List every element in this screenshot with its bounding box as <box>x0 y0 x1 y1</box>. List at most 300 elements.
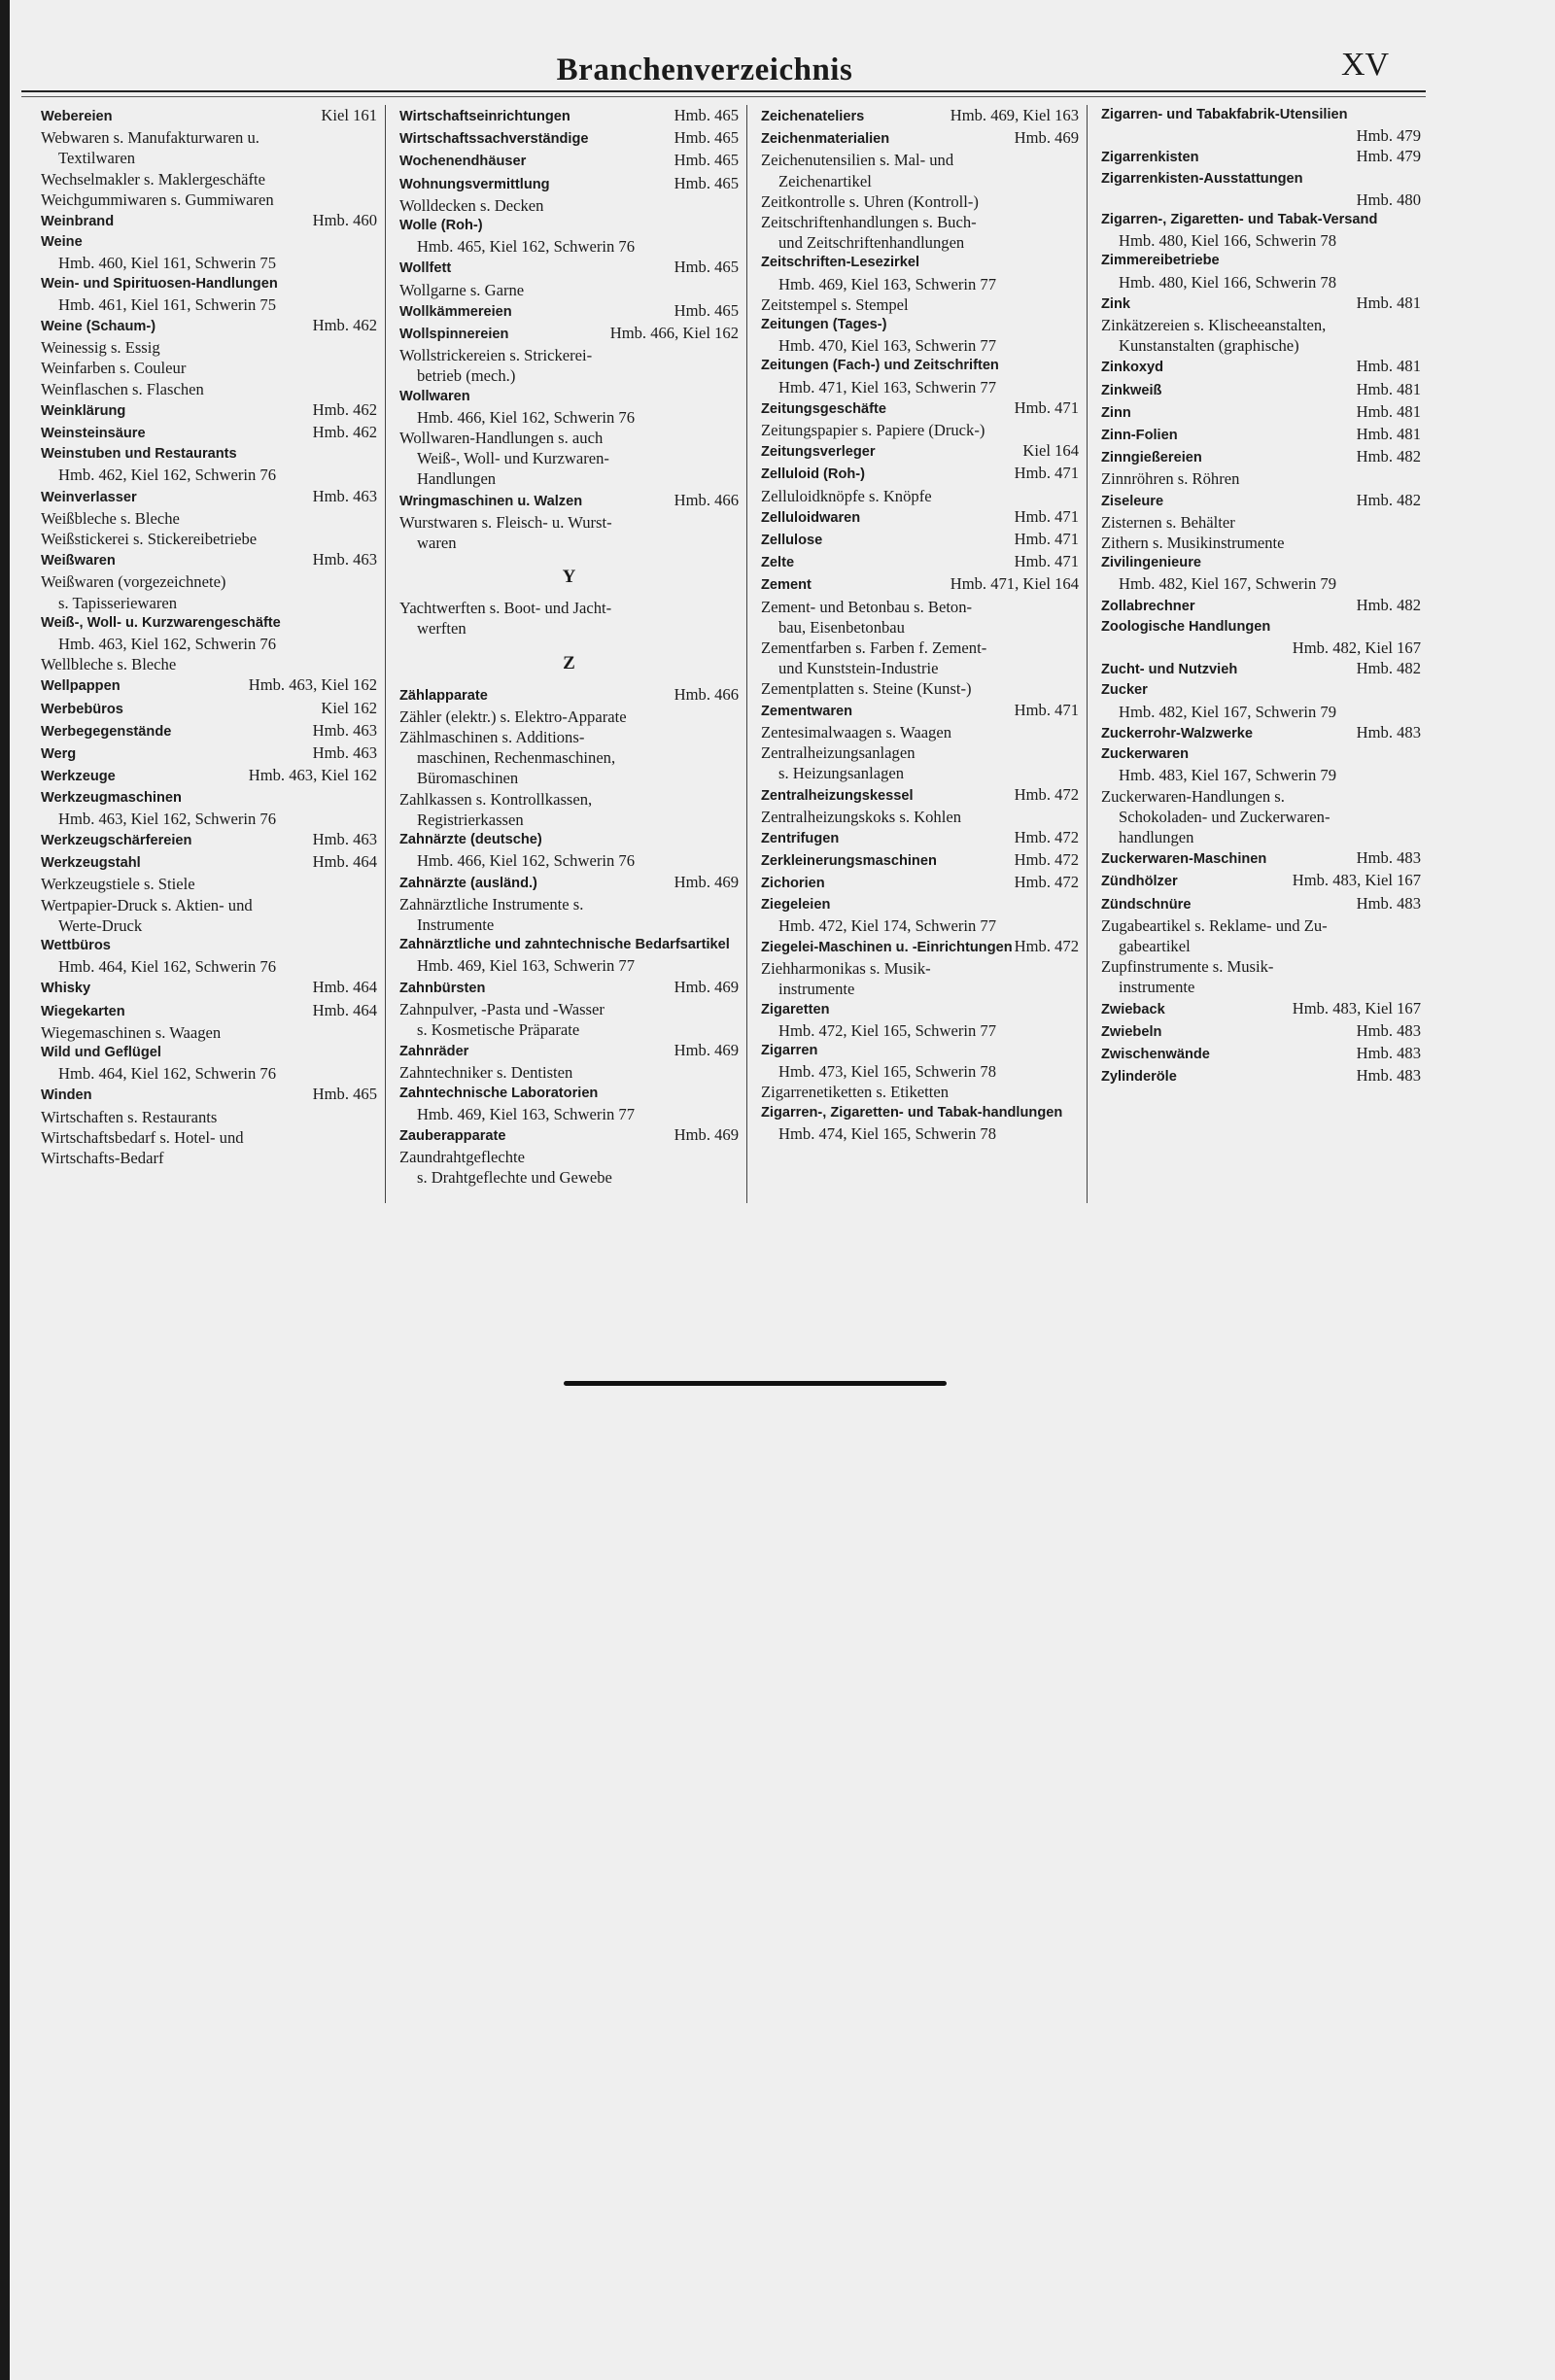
entry-line: Zentesimalwaagen s. Waagen <box>761 722 952 742</box>
entry-heading: Wirtschaftssachverständige <box>399 131 589 148</box>
entry-heading: Weiß-, Woll- u. Kurzwarengeschäfte <box>41 614 281 631</box>
entry-heading: Zink <box>1101 295 1130 312</box>
entry-heading-row <box>1101 105 1421 125</box>
entry-heading: Zeitungsverleger <box>761 444 876 461</box>
entry-heading-row <box>399 127 739 150</box>
directory-entry <box>41 742 377 765</box>
entry-line: s. Kosmetische Präparate <box>417 1019 580 1039</box>
entry-heading-row <box>399 216 739 236</box>
entry-reference: Hmb. 482 <box>1356 447 1421 466</box>
entry-reference: Hmb. 481 <box>1356 401 1421 421</box>
entry-heading-row <box>1101 998 1421 1020</box>
entry-heading-row <box>1101 1043 1421 1065</box>
entry-line: Ziehharmonikas s. Musik- <box>761 959 931 979</box>
directory-entry <box>761 506 1079 529</box>
entry-heading: Zauberapparate <box>399 1127 506 1144</box>
entry-heading-row <box>41 977 377 999</box>
entry-line: Zahnärztliche Instrumente s. <box>399 894 584 914</box>
entry-line: Hmb. 460, Kiel 161, Schwerin 75 <box>58 254 276 273</box>
entry-line: Hmb. 474, Kiel 165, Schwerin 78 <box>778 1123 996 1143</box>
entry-line: waren <box>417 534 457 553</box>
entry-line: Wirtschaftsbedarf s. Hotel- und <box>41 1127 244 1147</box>
entry-heading-row <box>41 613 377 634</box>
entry-heading: Zinngießereien <box>1101 450 1202 466</box>
directory-entry <box>761 463 1079 505</box>
column-4 <box>1087 105 1429 1203</box>
entry-heading-row <box>399 105 739 127</box>
entry-heading: Zeitungen (Tages-) <box>761 317 887 333</box>
entry-heading: Weinbrand <box>41 214 115 230</box>
entry-line: Kunstanstalten (graphische) <box>1119 336 1299 356</box>
entry-heading: Zinkoxyd <box>1101 360 1164 376</box>
entry-reference: Hmb. 482 <box>1356 595 1421 614</box>
entry-heading: Werg <box>41 746 77 763</box>
entry-heading: Werbebüros <box>41 701 123 717</box>
entry-heading-row <box>41 444 377 465</box>
directory-entry <box>41 936 377 977</box>
entry-heading: Zelte <box>761 555 795 571</box>
directory-entry <box>41 315 377 399</box>
entry-heading-row <box>1101 379 1421 401</box>
entry-line: Hmb. 469, Kiel 163, Schwerin 77 <box>417 956 635 976</box>
entry-heading-row <box>41 1084 377 1106</box>
entry-heading: Wollwaren <box>399 388 470 404</box>
entry-reference: Hmb. 463 <box>312 720 377 740</box>
entry-heading: Zelluloidwaren <box>761 509 861 526</box>
entry-heading: Zigarren- und Tabakfabrik-Utensilien <box>1101 107 1348 122</box>
entry-heading-row <box>761 872 1079 894</box>
entry-heading: Zeichenateliers <box>761 109 865 124</box>
directory-entry <box>41 1000 377 1043</box>
entry-reference: Hmb. 483 <box>1356 722 1421 742</box>
directory-entry <box>761 895 1079 936</box>
entry-line: Hmb. 464, Kiel 162, Schwerin 76 <box>58 1064 276 1084</box>
entry-heading-row <box>761 784 1079 807</box>
entry-heading-row <box>41 232 377 253</box>
entry-heading: Ziegelei-Maschinen u. -Einrichtungen <box>761 939 1013 955</box>
directory-entry <box>1101 424 1421 446</box>
entry-heading-row <box>41 829 377 851</box>
entry-heading-row <box>761 315 1079 335</box>
entry-heading-row <box>1101 847 1421 870</box>
directory-entry <box>761 356 1079 397</box>
entry-reference: Hmb. 483 <box>1356 1066 1421 1086</box>
entry-reference: Hmb. 463 <box>312 486 377 505</box>
entry-line: Handlungen <box>417 469 497 489</box>
entry-heading-row <box>761 127 1079 150</box>
entry-line: Zuckerwaren-Handlungen s. <box>1101 786 1285 806</box>
entry-heading: Zeichenmaterialien <box>761 131 890 148</box>
entry-heading: Zementwaren <box>761 703 853 719</box>
directory-entry <box>1101 401 1421 424</box>
entry-line: Wolldecken s. Decken <box>399 195 544 215</box>
entry-heading: Zigarren-, Zigaretten- und Tabak-handlungen <box>761 1104 1063 1121</box>
entry-heading-row <box>399 684 739 707</box>
entry-heading: Zigarrenkisten <box>1101 150 1199 166</box>
entry-reference: Hmb. 481 <box>1356 357 1421 376</box>
entry-line: instrumente <box>778 980 855 999</box>
directory-entry <box>1101 251 1421 292</box>
entry-line: Wirtschaften s. Restaurants <box>41 1107 218 1126</box>
entry-heading: Zuckerwaren <box>1101 746 1190 763</box>
directory-entry <box>1101 595 1421 617</box>
entry-line: Instrumente <box>417 914 495 934</box>
entry-line: s. Tapisseriewaren <box>58 593 178 612</box>
column-2 <box>385 105 746 1203</box>
entry-reference: Hmb. 482 <box>1356 490 1421 509</box>
directory-entry <box>761 127 1079 253</box>
entry-heading-row <box>1101 1065 1421 1087</box>
entry-heading-row <box>761 573 1079 596</box>
entry-line: Hmb. 479 <box>1356 126 1421 146</box>
entry-reference: Hmb. 472 <box>1014 873 1079 892</box>
entry-line: Registrierkassen <box>417 810 524 829</box>
entry-heading: Zichorien <box>761 876 825 892</box>
entry-heading: Wirtschaftseinrichtungen <box>399 109 570 124</box>
entry-heading-row <box>1101 251 1421 271</box>
entry-heading-row <box>761 506 1079 529</box>
entry-heading-row <box>761 827 1079 849</box>
entry-heading-row <box>761 849 1079 872</box>
entry-heading-row <box>761 440 1079 463</box>
entry-line: Hmb. 472, Kiel 174, Schwerin 77 <box>778 915 996 935</box>
entry-heading-row <box>761 936 1079 958</box>
entry-line: Hmb. 469, Kiel 163, Schwerin 77 <box>417 1104 635 1123</box>
entry-heading: Zahntechnische Laboratorien <box>399 1085 599 1101</box>
entry-reference: Hmb. 465 <box>674 300 739 320</box>
entry-line: Hmb. 470, Kiel 163, Schwerin 77 <box>778 336 996 356</box>
entry-heading: Weinsteinsäure <box>41 426 146 442</box>
entry-heading-row <box>761 700 1079 722</box>
directory-entry <box>41 674 377 697</box>
entry-heading: Zahnärzte (ausländ.) <box>399 875 537 891</box>
directory-entry <box>399 977 739 1041</box>
entry-heading: Werkzeuge <box>41 769 116 785</box>
entry-line: Yachtwerften s. Boot- und Jacht- <box>399 599 612 618</box>
entry-heading-row <box>41 274 377 294</box>
entry-line: Werkzeugstiele s. Stiele <box>41 875 195 894</box>
entry-reference: Hmb. 471, Kiel 164 <box>950 574 1079 594</box>
entry-line: Hmb. 480, Kiel 166, Schwerin 78 <box>1119 231 1336 251</box>
directory-entry <box>41 765 377 787</box>
directory-entry <box>399 127 739 150</box>
entry-heading-row <box>399 1040 739 1062</box>
entry-heading-row <box>761 1041 1079 1061</box>
entry-heading: Zollabrechner <box>1101 598 1195 614</box>
entry-heading: Weinklärung <box>41 402 126 419</box>
directory-entry <box>761 1000 1079 1041</box>
entry-heading: Zigarren <box>761 1042 818 1058</box>
entry-heading: Wolle (Roh-) <box>399 218 483 234</box>
directory-entry <box>761 849 1079 872</box>
entry-line: Zupfinstrumente s. Musik- <box>1101 957 1274 977</box>
directory-entry <box>399 830 739 871</box>
entry-reference: Hmb. 465 <box>312 1085 377 1104</box>
entry-heading-row <box>761 551 1079 573</box>
entry-heading-row <box>399 935 739 955</box>
entry-heading-row <box>399 387 739 407</box>
entry-reference: Hmb. 469, Kiel 163 <box>950 106 1079 124</box>
entry-reference: Hmb. 463 <box>312 743 377 763</box>
directory-entry <box>399 935 739 976</box>
entry-heading-row <box>1101 680 1421 701</box>
entry-heading-row <box>41 486 377 508</box>
directory-entry <box>41 1084 377 1168</box>
entry-heading-row <box>41 698 377 720</box>
entry-line: s. Drahtgeflechte und Gewebe <box>417 1168 612 1188</box>
directory-columns <box>10 105 1555 1213</box>
entry-line: Hmb. 482, Kiel 167 <box>1292 638 1421 658</box>
directory-entry <box>399 105 739 127</box>
entry-heading-row <box>1101 293 1421 315</box>
entry-heading: Zahnärzte (deutsche) <box>399 832 542 848</box>
entry-heading: Zuckerrohr-Walzwerke <box>1101 725 1253 742</box>
entry-heading-row <box>41 742 377 765</box>
entry-line: werften <box>417 619 466 638</box>
entry-reference: Hmb. 465 <box>674 128 739 148</box>
directory-entry <box>41 444 377 485</box>
entry-line: Hmb. 462, Kiel 162, Schwerin 76 <box>58 466 276 485</box>
entry-line: Zinnröhren s. Röhren <box>1101 469 1240 489</box>
entry-line: s. Heizungsanlagen <box>778 764 905 783</box>
entry-line: Schokoladen- und Zuckerwaren- <box>1119 807 1330 826</box>
entry-heading-row <box>1101 146 1421 168</box>
entry-reference: Hmb. 460 <box>312 211 377 230</box>
entry-heading: Winden <box>41 1087 92 1104</box>
entry-reference: Hmb. 463 <box>312 550 377 569</box>
entry-heading-row <box>41 105 377 127</box>
directory-entry <box>1101 658 1421 680</box>
header-rule-thin <box>21 96 1426 97</box>
entry-line: Zementfarben s. Farben f. Zement- <box>761 638 987 658</box>
entry-reference: Hmb. 463, Kiel 162 <box>248 675 377 695</box>
entry-line: Wollwaren-Handlungen s. auch <box>399 429 604 448</box>
entry-heading: Zelluloid (Roh-) <box>761 466 865 483</box>
entry-heading-row <box>1101 870 1421 892</box>
entry-line: Zeitkontrolle s. Uhren (Kontroll-) <box>761 191 979 211</box>
entry-heading: Zigarrenkisten-Ausstattungen <box>1101 170 1303 187</box>
entry-line: Wirtschafts-Bedarf <box>41 1148 164 1167</box>
entry-reference: Hmb. 483 <box>1356 893 1421 913</box>
entry-reference: Hmb. 463, Kiel 162 <box>248 766 377 785</box>
entry-line: Zithern s. Musikinstrumente <box>1101 534 1285 553</box>
entry-heading: Zivilingenieure <box>1101 555 1201 571</box>
entry-heading: Zigarren-, Zigaretten- und Tabak-Versand <box>1101 212 1378 228</box>
entry-heading-row <box>1101 169 1421 190</box>
entry-line: Weinfarben s. Couleur <box>41 359 187 378</box>
entry-line: Werte-Druck <box>58 915 143 935</box>
entry-heading: Zucker <box>1101 682 1148 699</box>
entry-heading-row <box>1101 356 1421 378</box>
entry-heading-row <box>41 851 377 874</box>
entry-reference: Hmb. 465 <box>674 151 739 170</box>
entry-heading-row <box>41 720 377 742</box>
directory-entry <box>41 851 377 936</box>
entry-heading: Zwiebeln <box>1101 1023 1162 1040</box>
entry-reference: Hmb. 464 <box>312 1000 377 1019</box>
entry-heading-row <box>41 422 377 444</box>
directory-entry <box>761 253 1079 315</box>
directory-entry <box>1101 744 1421 847</box>
entry-reference: Kiel 164 <box>1022 441 1079 461</box>
entry-line: Hmb. 472, Kiel 165, Schwerin 77 <box>778 1020 996 1040</box>
entry-line: Wechselmakler s. Maklergeschäfte <box>41 169 266 189</box>
directory-entry <box>41 399 377 422</box>
directory-entry <box>761 529 1079 551</box>
directory-entry <box>41 613 377 675</box>
entry-heading-row <box>1101 210 1421 230</box>
directory-entry <box>761 105 1079 127</box>
directory-entry <box>399 323 739 387</box>
entry-line: Weißbleche s. Bleche <box>41 508 180 528</box>
directory-entry <box>41 788 377 829</box>
directory-entry <box>1101 998 1421 1020</box>
entry-reference: Hmb. 462 <box>312 423 377 442</box>
directory-entry <box>399 1084 739 1124</box>
directory-entry <box>399 598 739 638</box>
directory-entry <box>1101 617 1421 658</box>
entry-line: Hmb. 461, Kiel 161, Schwerin 75 <box>58 294 276 314</box>
directory-entry <box>41 1043 377 1084</box>
entry-reference: Hmb. 465 <box>674 173 739 192</box>
entry-reference: Hmb. 483, Kiel 167 <box>1292 871 1421 890</box>
entry-heading: Weine <box>41 234 83 251</box>
section-letter: Z <box>563 652 575 673</box>
entry-reference: Hmb. 471 <box>1014 700 1079 719</box>
entry-reference: Hmb. 469 <box>1014 128 1079 148</box>
directory-entry <box>1101 1043 1421 1065</box>
entry-heading-row <box>761 1103 1079 1123</box>
entry-line: Zaundrahtgeflechte <box>399 1148 525 1167</box>
entry-heading: Whisky <box>41 981 91 997</box>
entry-line: Wurstwaren s. Fleisch- u. Wurst- <box>399 512 612 532</box>
directory-entry <box>761 397 1079 440</box>
directory-entry <box>41 105 377 210</box>
entry-line: Hmb. 482, Kiel 167, Schwerin 79 <box>1119 574 1336 594</box>
entry-heading: Wohnungsvermittlung <box>399 176 550 192</box>
entry-heading: Wollspinnereien <box>399 327 509 343</box>
entry-reference: Hmb. 472 <box>1014 784 1079 804</box>
directory-entry <box>1101 722 1421 744</box>
entry-heading-row <box>1101 1020 1421 1043</box>
entry-heading: Weinverlasser <box>41 489 137 505</box>
entry-reference: Hmb. 472 <box>1014 936 1079 955</box>
entry-line: Wellbleche s. Bleche <box>41 655 177 674</box>
page-header <box>10 47 1555 95</box>
entry-heading: Zwischenwände <box>1101 1046 1210 1062</box>
entry-line: handlungen <box>1119 827 1194 846</box>
directory-entry <box>761 1041 1079 1103</box>
entry-reference: Hmb. 466 <box>674 490 739 509</box>
directory-entry <box>399 216 739 257</box>
entry-heading: Weine (Schaum-) <box>41 319 156 335</box>
entry-reference: Kiel 161 <box>321 106 377 124</box>
entry-heading-row <box>761 529 1079 551</box>
entry-heading: Zimmereibetriebe <box>1101 253 1220 269</box>
entry-heading: Weißwaren <box>41 553 116 569</box>
entry-reference: Hmb. 462 <box>312 316 377 335</box>
entry-line: Zeichenutensilien s. Mal- und <box>761 151 954 170</box>
entry-heading-row <box>1101 658 1421 680</box>
entry-line: Weiß-, Woll- und Kurzwaren- <box>417 449 609 468</box>
entry-line: Wollstrickereien s. Strickerei- <box>399 346 593 365</box>
entry-line: Zeitschriftenhandlungen s. Buch- <box>761 213 977 232</box>
entry-heading-row <box>41 315 377 337</box>
entry-line: Textilwaren <box>58 149 136 168</box>
entry-heading-row <box>399 830 739 850</box>
entry-heading-row <box>761 397 1079 420</box>
entry-heading: Ziegeleien <box>761 896 831 913</box>
entry-line: Zelluloidknöpfe s. Knöpfe <box>761 486 932 505</box>
entry-line: Zentralheizungsanlagen <box>761 743 916 763</box>
directory-entry <box>41 422 377 444</box>
entry-line: betrieb (mech.) <box>417 366 516 386</box>
entry-reference: Hmb. 483 <box>1356 1043 1421 1062</box>
entry-reference: Hmb. 463 <box>312 829 377 848</box>
directory-entry <box>761 700 1079 784</box>
entry-heading: Zinn <box>1101 404 1131 421</box>
entry-heading: Zahnräder <box>399 1044 469 1060</box>
directory-entry <box>399 1124 739 1189</box>
entry-line: Hmb. 466, Kiel 162, Schwerin 76 <box>417 851 635 871</box>
directory-entry <box>41 549 377 613</box>
entry-reference: Hmb. 483 <box>1356 1020 1421 1040</box>
entry-heading-row <box>1101 893 1421 915</box>
entry-line: Zentralheizungskoks s. Kohlen <box>761 807 961 826</box>
entry-reference: Hmb. 482 <box>1356 659 1421 678</box>
directory-entry <box>1101 105 1421 146</box>
entry-line: Zeitungspapier s. Papiere (Druck-) <box>761 421 985 440</box>
entry-heading: Wiegekarten <box>41 1003 125 1019</box>
entry-reference: Hmb. 471 <box>1014 552 1079 571</box>
entry-line: Zahlkassen s. Kontrollkassen, <box>399 789 593 809</box>
entry-reference: Hmb. 466 <box>674 684 739 704</box>
entry-reference: Hmb. 462 <box>312 399 377 419</box>
entry-line: bau, Eisenbetonbau <box>778 617 905 637</box>
entry-line: Weinessig s. Essig <box>41 338 160 358</box>
entry-heading-row <box>41 549 377 571</box>
entry-heading: Zählapparate <box>399 687 488 704</box>
entry-heading: Zeitungen (Fach-) und Zeitschriften <box>761 358 999 374</box>
entry-heading-row <box>761 895 1079 915</box>
directory-entry <box>399 490 739 554</box>
directory-entry <box>1101 1020 1421 1043</box>
entry-line: Hmb. 463, Kiel 162, Schwerin 76 <box>58 809 276 828</box>
entry-reference: Hmb. 465 <box>674 258 739 277</box>
directory-entry <box>41 720 377 742</box>
entry-heading-row <box>761 105 1079 127</box>
entry-line: Wiegemaschinen s. Waagen <box>41 1022 222 1042</box>
entry-heading-row <box>41 399 377 422</box>
entry-line: Hmb. 464, Kiel 162, Schwerin 76 <box>58 957 276 977</box>
directory-entry <box>761 936 1079 1000</box>
entry-heading: Wollkämmereien <box>399 303 512 320</box>
entry-heading-row <box>399 323 739 345</box>
entry-reference: Hmb. 483, Kiel 167 <box>1292 998 1421 1018</box>
entry-line: Zisternen s. Behälter <box>1101 512 1235 532</box>
entry-line: Büromaschinen <box>417 769 519 788</box>
directory-entry <box>1101 1065 1421 1087</box>
entry-reference: Hmb. 479 <box>1356 147 1421 166</box>
entry-line: Zahntechniker s. Dentisten <box>399 1063 573 1083</box>
directory-entry <box>1101 553 1421 594</box>
entry-line: Hmb. 469, Kiel 163, Schwerin 77 <box>778 274 996 293</box>
entry-heading-row <box>1101 722 1421 744</box>
entry-heading-row <box>1101 553 1421 573</box>
entry-heading: Zerkleinerungsmaschinen <box>761 853 937 870</box>
directory-entry <box>1101 356 1421 378</box>
entry-heading: Wild und Geflügel <box>41 1044 161 1060</box>
